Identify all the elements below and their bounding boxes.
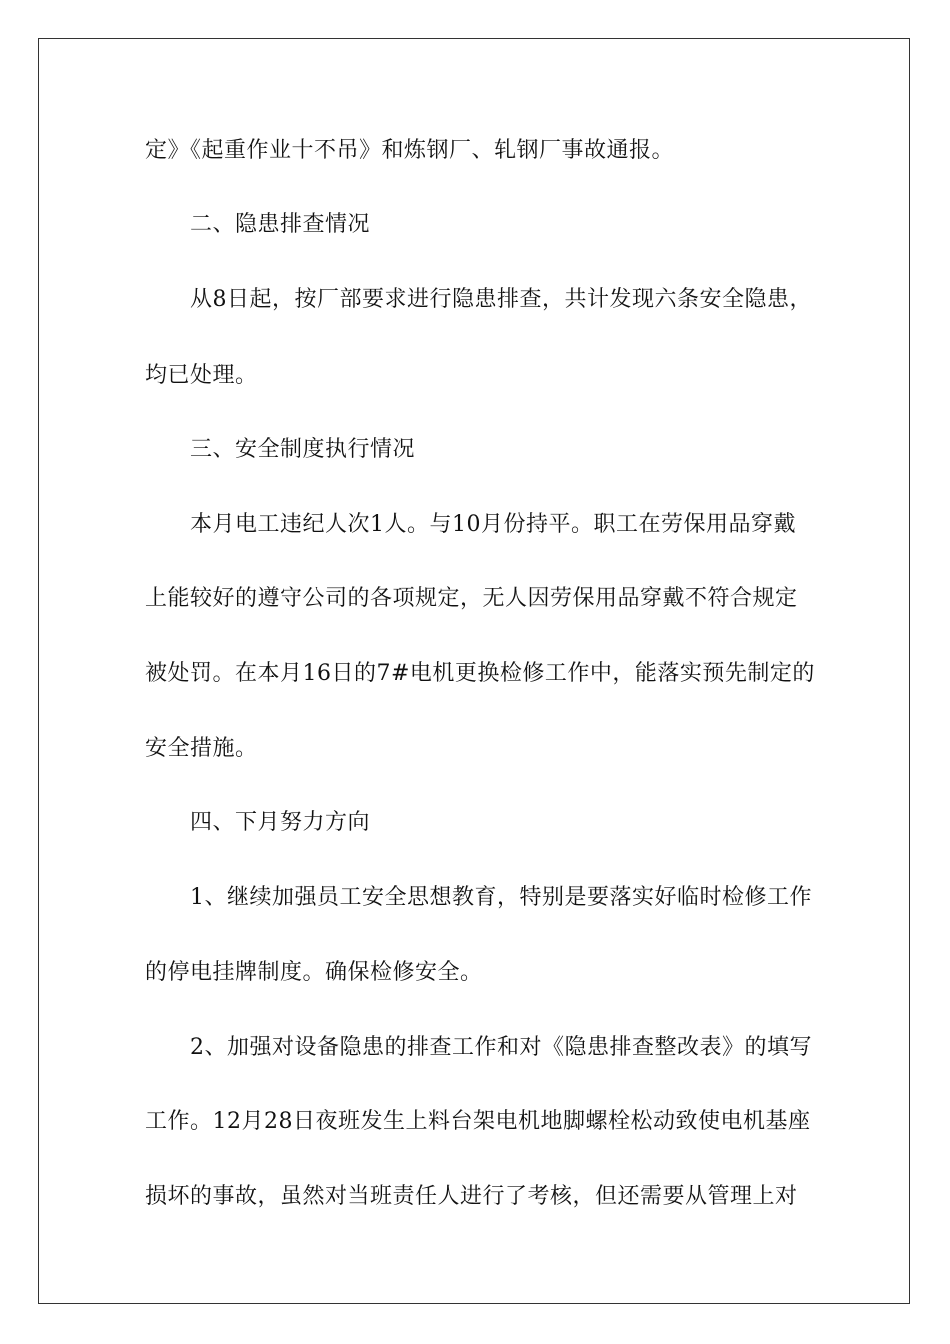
text-line-11: 1、继续加强员工安全思想教育，特别是要落实好临时检修工作 [190,885,812,910]
section-heading-2: 二、隐患排查情况 [190,212,371,237]
text-line-3: 从8日起，按厂部要求进行隐患排查，共计发现六条安全隐患， [190,287,812,312]
text-line-8: 被处罚。在本月16日的7#电机更换检修工作中，能落实预先制定的 [145,661,815,686]
text-line-4: 均已处理。 [145,363,258,388]
text-line-7: 上能较好的遵守公司的各项规定，无人因劳保用品穿戴不符合规定 [145,586,798,611]
text-line-14: 工作。12月28日夜班发生上料台架电机地脚螺栓松动致使电机基座 [145,1109,811,1134]
section-heading-3: 三、安全制度执行情况 [190,437,416,462]
text-line-9: 安全措施。 [145,736,258,761]
text-line-12: 的停电挂牌制度。确保检修安全。 [145,960,483,985]
text-line-6: 本月电工违纪人次1人。与10月份持平。职工在劳保用品穿戴 [190,512,796,537]
text-line-13: 2、加强对设备隐患的排查工作和对《隐患排查整改表》的填写 [190,1035,812,1060]
text-line-15: 损坏的事故，虽然对当班责任人进行了考核，但还需要从管理上对 [145,1184,798,1209]
section-heading-4: 四、下月努力方向 [190,810,371,835]
text-line-1: 定》《起重作业十不吊》和炼钢厂、轧钢厂事故通报。 [145,138,675,163]
